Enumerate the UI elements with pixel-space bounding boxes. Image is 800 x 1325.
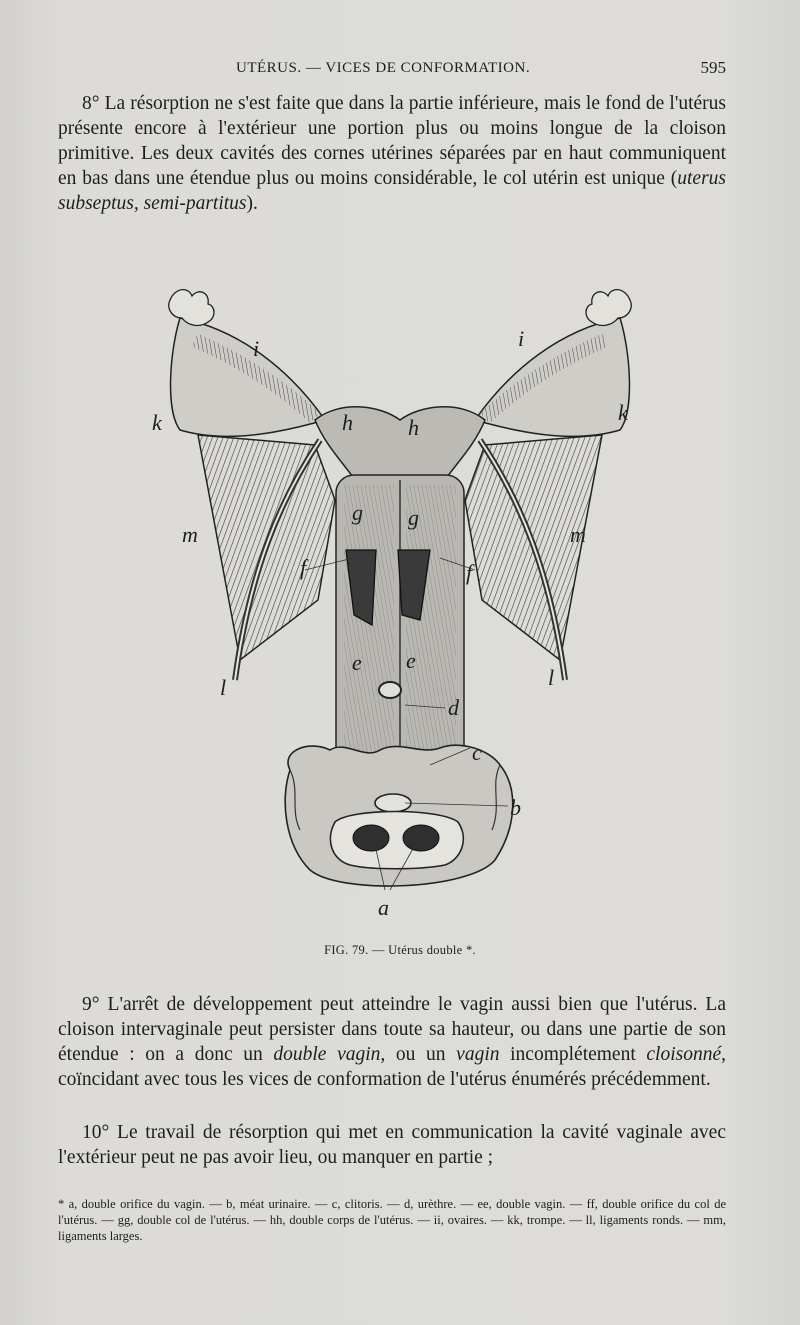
label-f-left: f	[300, 555, 307, 580]
paragraph-9	[58, 992, 726, 1092]
label-f-right: f	[466, 560, 473, 585]
running-header	[58, 58, 726, 82]
paragraph-8	[58, 91, 726, 216]
paragraph-number: 9°	[82, 994, 100, 1015]
label-k-right: k	[618, 400, 628, 425]
latin-term: uterus subseptus, semi-partitus	[58, 168, 726, 214]
label-d: d	[448, 695, 459, 720]
label-e-left: e	[352, 650, 362, 675]
tube-left	[171, 318, 325, 436]
tube-right	[475, 318, 629, 436]
term-cloisonne: cloisonné	[646, 1044, 722, 1065]
label-g-left: g	[352, 500, 363, 525]
fimbria-right	[586, 290, 631, 326]
label-e-right: e	[406, 648, 416, 673]
paragraph-text: Le travail de résorption qui met en communication la cavité vaginale avec l'extérieur peut ne pas avoir lieu, ou manquer en partie ;	[58, 1122, 726, 1168]
paragraph-number: 10°	[82, 1122, 110, 1143]
vaginal-orifice-right	[403, 825, 439, 851]
paragraph-text: La résorption ne s'est faite que dans la partie inférieure, mais le fond de l'utérus présente encore à l'extérieur une portion plus ou moins longue de la cloison primitive. Les deux cavités des cornes utérines séparées par en haut communiquent en bas dans une étendue plus ou moins considérable, le col utérin est unique (	[58, 93, 726, 189]
label-g-right: g	[408, 505, 419, 530]
vaginal-orifice-left	[353, 825, 389, 851]
term-double-vagin: double vagin	[273, 1044, 381, 1065]
paragraph-text: L'arrêt de développement peut atteindre le vagin aussi bien que l'utérus. La cloison intervaginale peut persister dans toute sa hauteur, ou dans une partie de son étendue : on a donc un	[58, 994, 726, 1065]
label-a: a	[378, 895, 389, 920]
paragraph-text: , coïncidant avec tous les vices de conformation de l'utérus énumérés précédemment.	[58, 1044, 726, 1090]
figure-footnote: * a, double orifice du vagin. — b, méat urinaire. — c, clitoris. — d, urèthre. — ee, double vagin. — ff, double orifice du col de l'utérus. — gg, double col de l'utérus. — hh, double corps de l'utérus. — ii, ovaires. — kk, trompe. — ll, ligaments ronds. — mm, ligaments larges.	[58, 1197, 726, 1243]
label-i-left: i	[253, 336, 260, 361]
urethra	[379, 682, 401, 698]
label-m-left: m	[182, 522, 198, 547]
vaginal-orifice-frame	[330, 812, 463, 869]
label-k-left: k	[152, 410, 162, 435]
paragraph-number: 8°	[82, 93, 100, 114]
label-h-right: h	[408, 415, 419, 440]
paragraph-10	[58, 1120, 726, 1170]
running-head: UTÉRUS. — VICES DE CONFORMATION.	[236, 60, 531, 76]
uterine-body	[315, 407, 485, 480]
label-l-right: l	[548, 665, 555, 690]
label-h-left: h	[342, 410, 353, 435]
paragraph-text: incomplétement	[499, 1044, 647, 1065]
label-c: c	[472, 740, 482, 765]
uterus-double-figure	[140, 270, 660, 940]
term-vagin: vagin	[456, 1044, 500, 1065]
label-l-left: l	[220, 675, 227, 700]
page-number: 595	[700, 58, 726, 77]
label-m-right: m	[570, 522, 586, 547]
paragraph-text-end: ).	[246, 193, 258, 214]
label-b: b	[510, 795, 521, 820]
fimbria-left	[169, 290, 214, 326]
figure-caption: FIG. 79. — Utérus double *.	[324, 943, 476, 957]
paragraph-text: , ou un	[380, 1044, 457, 1065]
label-i-right: i	[518, 326, 525, 351]
